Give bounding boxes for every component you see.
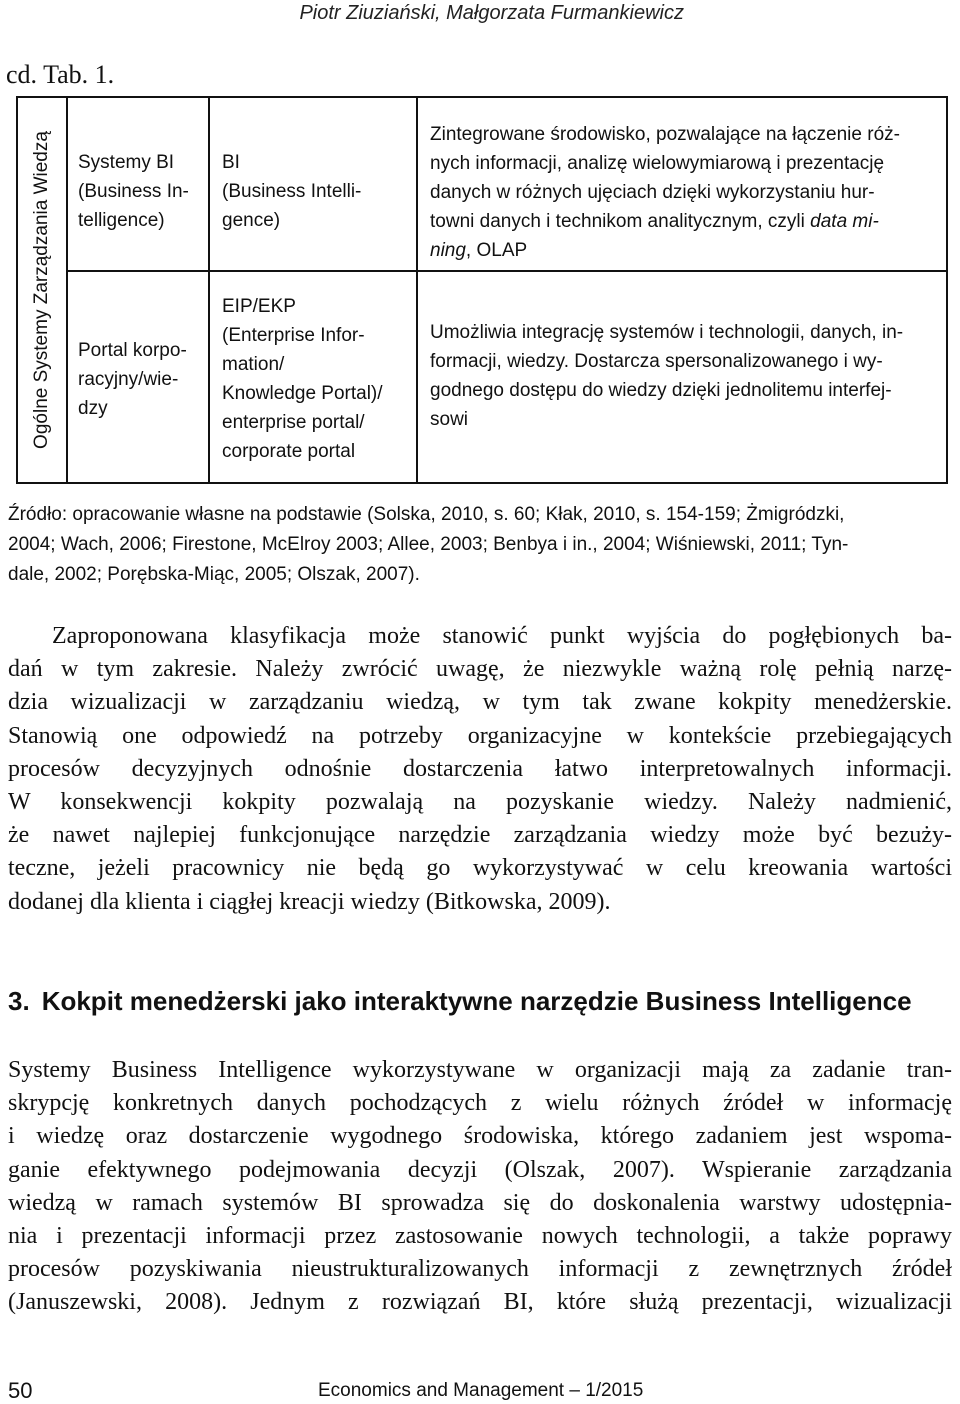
description-line: nych informacji, analizę wielowymiarową i prezentację [430,153,885,174]
paragraph-line: że nawet najlepiej funkcjonujące narzędzie zarządzania wiedzy może być bezuży- [8,822,952,849]
body-paragraph [8,1054,952,1320]
paragraph-line: W konsekwencji kokpity pozwalają na pozyskanie wiedzy. Należy nadmienić, [8,789,952,816]
category-line: telligence) [78,210,165,231]
category-line: Systemy BI [78,152,175,173]
system-line: BI [222,152,240,173]
category-line: racyjny/wie- [78,369,179,390]
paragraph-line: Systemy Business Intelligence wykorzystywane w organizacji mają za zadanie tran- [8,1057,952,1083]
category-line: Portal korpo- [78,340,187,361]
source-line: 2004; Wach, 2006; Firestone, McElroy 2003; Allee, 2003; Benbya i in., 2004; Wiśniewski, 2011; Tyn- [8,534,849,555]
description-line: Umożliwia integrację systemów i technologii, danych, in- [430,322,904,343]
body-paragraph [8,620,952,919]
paragraph-line: ganie efektywnego podejmowania decyzji (Olszak, 2007). Wspieranie zarządzania [8,1156,952,1183]
section-heading [8,986,912,1017]
paragraph-line: dzia wizualizacji w zarządzaniu wiedzą, w tym tak zwane kokpity menedżerskie. [8,689,952,716]
table-row [66,270,946,482]
paragraph-line: wiedzą w ramach systemów BI sprowadza się do doskonalenia warstwy udostępnia- [8,1189,952,1216]
description-line [430,236,936,265]
source-note [8,500,952,590]
paragraph-line: dań w tym zakresie. Należy zwrócić uwagę, że niezwykle ważną rolę pełnią narzę- [8,656,952,683]
group-label-cell [18,98,68,482]
table-caption: cd. Tab. 1. [6,60,115,89]
section-title: Kokpit menedżerski jako interaktywne narzędzie Business Intelligence [41,986,912,1016]
paragraph-line: procesów pozyskiwania nieustrukturalizowanych informacji z zewnętrznych źródeł [8,1256,952,1283]
category-line: dzy [78,398,108,419]
description-italic-end: ning [430,240,466,261]
category-cell [66,98,210,270]
category-line: (Business In- [78,181,189,202]
description-line: sowi [430,409,469,430]
description-cell [418,98,946,270]
paragraph-line: procesów decyzyjnych odnośnie dostarczenia łatwo interpretowalnych informacji. [8,755,952,782]
paragraph-line: dodanej dla klienta i ciągłej kreacji wiedzy (Bitkowska, 2009). [8,888,611,915]
description-line: formacji, wiedzy. Dostarcza spersonalizowanego i wy- [430,351,883,372]
system-cell [210,98,418,270]
description-line [430,207,936,236]
system-line: (Enterprise Infor- [222,325,365,346]
system-line: mation/ [222,354,285,375]
description-text: towni danych i technikom analitycznym, czyli [430,211,811,232]
description-italic: data mi- [810,211,879,232]
section-number: 3. [8,986,30,1016]
paragraph-line: (Januszewski, 2008). Jednym z rozwiązań BI, które służą prezentacji, wizualizacji [8,1289,952,1316]
journal-footer: Economics and Management – 1/2015 [318,1380,644,1401]
classification-table [16,96,948,484]
description-line: godnego dostępu do wiedzy dzięki jednolitemu interfej- [430,380,892,401]
category-cell [66,270,210,482]
source-line: Źródło: opracowanie własne na podstawie (Solska, 2010, s. 60; Kłak, 2010, s. 154-159; Żmigródzki, [8,504,845,525]
description-line: Zintegrowane środowisko, pozwalające na łączenie róż- [430,124,900,145]
system-cell [210,270,418,482]
system-line: EIP/EKP [222,296,296,317]
authors: Piotr Ziuziański, Małgorzata Furmankiewicz [299,2,684,24]
group-label: Ogólne Systemy Zarządzania Wiedzą [31,131,52,449]
paragraph-line: Stanowią one odpowiedź na potrzeby organizacyjne w kontekście przebiegających [8,722,952,749]
system-line: Knowledge Portal)/ [222,383,383,404]
running-header [299,2,684,25]
table-row [66,98,946,272]
system-line: (Business Intelli- [222,181,362,202]
paragraph-line: teczne, jeżeli pracownicy nie będą go wykorzystywać w celu kreowania wartości [8,855,952,882]
paragraph-line: i wiedzę oraz dostarczenie wygodnego środowiska, którego zadaniem jest wspoma- [8,1123,952,1150]
source-line: dale, 2002; Porębska-Miąc, 2005; Olszak, 2007). [8,564,420,585]
system-line: gence) [222,210,281,231]
description-cell [418,270,946,482]
description-line: danych w różnych ujęciach dzięki wykorzystaniu hur- [430,182,875,203]
page-number: 50 [8,1378,33,1403]
paragraph-line: nia i prezentacji informacji przez zastosowanie nowych technologii, a także poprawy [8,1223,952,1250]
paragraph-line: Zaproponowana klasyfikacja może stanowić punkt wyjścia do pogłębionych ba- [52,623,952,649]
system-line: corporate portal [222,441,356,462]
paragraph-line: skrypcję konkretnych danych pochodzących z wielu różnych źródeł w informację [8,1090,952,1117]
description-text-end: , OLAP [465,240,528,261]
system-line: enterprise portal/ [222,412,365,433]
